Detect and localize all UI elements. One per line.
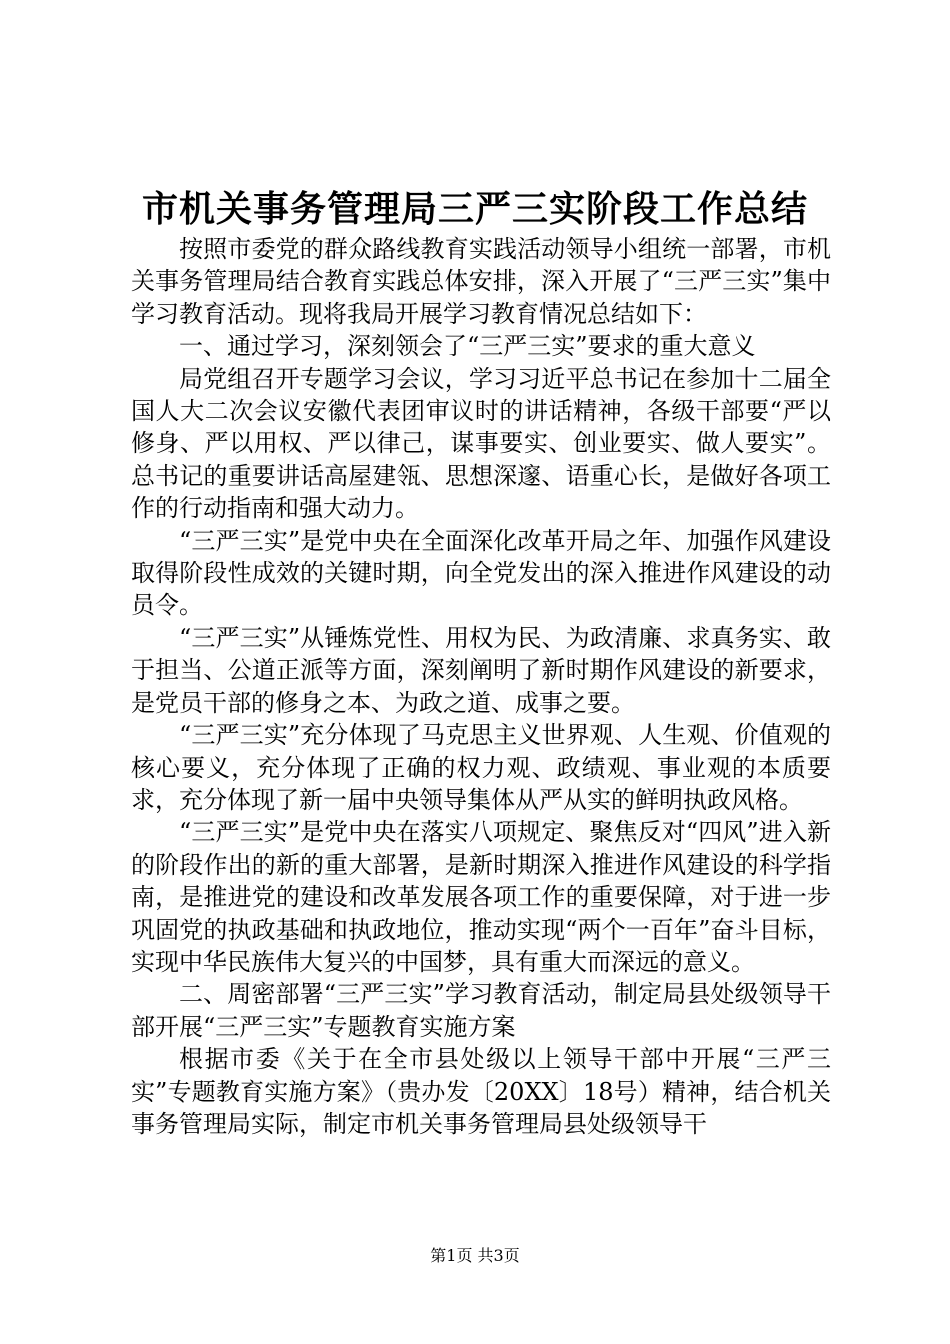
paragraph: “三严三实”充分体现了马克思主义世界观、人生观、价值观的核心要义，充分体现了正确的权力观、政绩观、事业观的本质要求，充分体现了新一届中央领导集体从严从实的鲜明执政风格。 [131,721,831,814]
paragraph: 根据市委《关于在全市县处级以上领导干部中开展“三严三实”专题教育实施方案》（贵办发〔20XX〕18号）精神，结合机关事务管理局实际，制定市机关事务管理局县处级领导干 [131,1045,831,1138]
page-footer: 第1页 共3页 [430,1246,520,1265]
section-heading-2: 二、周密部署“三严三实”学习教育活动，制定局县处级领导干部开展“三严三实”专题教育实施方案 [131,980,831,1041]
document-title: 市机关事务管理局三严三实阶段工作总结 [141,188,808,230]
document-body [131,233,831,1140]
paragraph: “三严三实”从锤炼党性、用权为民、为政清廉、求真务实、敢于担当、公道正派等方面，深刻阐明了新时期作风建设的新要求，是党员干部的修身之本、为政之道、成事之要。 [131,623,831,717]
paragraph-intro: 按照市委党的群众路线教育实践活动领导小组统一部署，市机关事务管理局结合教育实践总体安排，深入开展了“三严三实”集中学习教育活动。现将我局开展学习教育情况总结如下： [131,235,831,328]
paragraph: “三严三实”是党中央在全面深化改革开局之年、加强作风建设取得阶段性成效的关键时期，向全党发出的深入推进作风建设的动员令。 [131,526,831,620]
paragraph: “三严三实”是党中央在落实八项规定、聚焦反对“四风”进入新的阶段作出的新的重大部署，是新时期深入推进作风建设的科学指南，是推进党的建设和改革发展各项工作的重要保障，对于进一步巩固党的执政基础和执政地位，推动实现“两个一百年”奋斗目标，实现中华民族伟大复兴的中国梦，具有重大而深远的意义。 [131,818,831,976]
paragraph: 局党组召开专题学习会议，学习习近平总书记在参加十二届全国人大二次会议安徽代表团审议时的讲话精神，各级干部要“严以修身、严以用权、严以律己，谋事要实、创业要实、做人要实”。总书记的重要讲话高屋建瓴、思想深邃、语重心长，是做好各项工作的行动指南和强大动力。 [131,364,831,523]
section-heading-1: 一、通过学习，深刻领会了“三严三实”要求的重大意义 [179,332,756,361]
